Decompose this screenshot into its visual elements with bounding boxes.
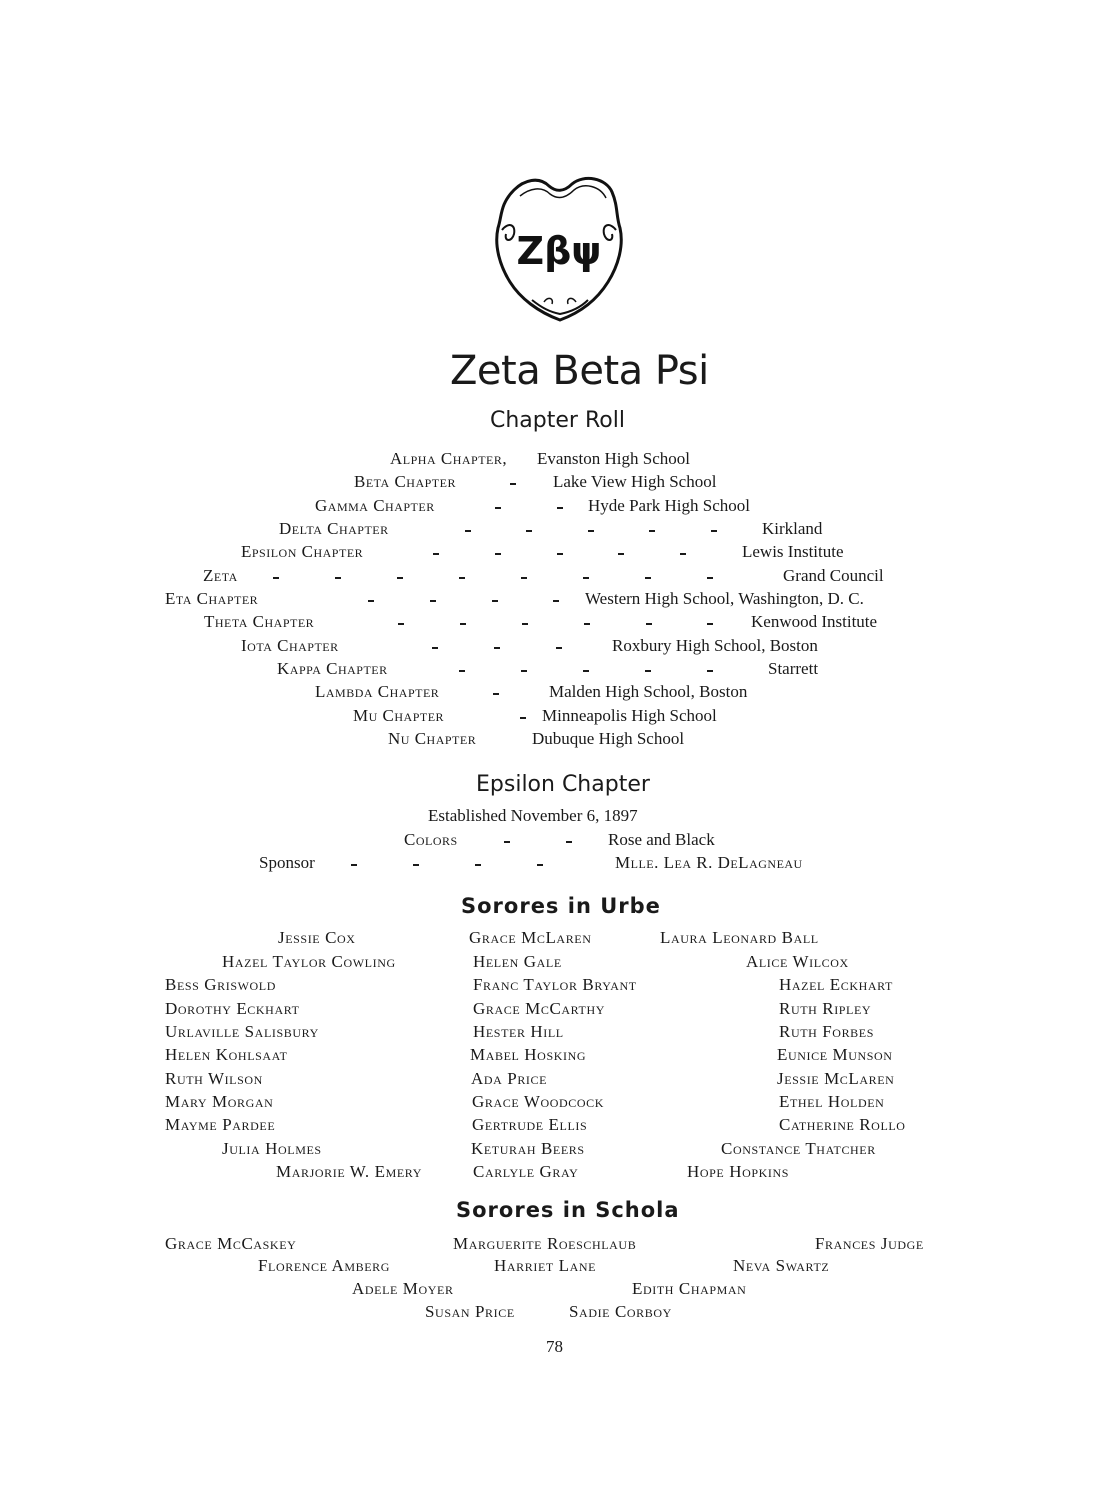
member-name: Hester Hill xyxy=(473,1022,564,1041)
leader-dash xyxy=(397,577,403,579)
leader-dash xyxy=(649,530,655,532)
leader-dash xyxy=(711,530,717,532)
leader-dash xyxy=(537,864,543,866)
leader-dash xyxy=(707,670,713,672)
leader-dash xyxy=(557,507,563,509)
member-name: Florence Amberg xyxy=(258,1256,391,1275)
chapter-name: Zeta xyxy=(203,566,238,585)
member-name: Helen Kohlsaat xyxy=(165,1045,288,1064)
leader-dash xyxy=(494,647,500,649)
member-name: Eunice Munson xyxy=(777,1045,893,1064)
leader-dash xyxy=(492,600,498,602)
member-name: Marjorie W. Emery xyxy=(276,1162,422,1181)
leader-dash xyxy=(368,600,374,602)
member-name: Jessie Cox xyxy=(278,928,356,947)
member-name: Urlaville Salisbury xyxy=(165,1022,319,1041)
page-number: 78 xyxy=(546,1337,563,1356)
leader-dash xyxy=(583,670,589,672)
member-name: Ruth Wilson xyxy=(165,1069,263,1088)
leader-dash xyxy=(566,841,572,843)
leader-dash xyxy=(618,553,624,555)
leader-dash xyxy=(459,577,465,579)
member-name: Neva Swartz xyxy=(733,1256,830,1275)
chapter-name: Gamma Chapter xyxy=(315,496,435,515)
member-name: Ada Price xyxy=(471,1069,548,1088)
chapter-name: Alpha Chapter, xyxy=(390,449,508,468)
chapter-name: Kappa Chapter xyxy=(277,659,388,678)
member-name: Hope Hopkins xyxy=(687,1162,790,1181)
leader-dash xyxy=(475,864,481,866)
member-name: Dorothy Eckhart xyxy=(165,999,300,1018)
colors-label: Colors xyxy=(404,830,458,849)
leader-dash xyxy=(413,864,419,866)
leader-dash xyxy=(646,623,652,625)
colors-value: Rose and Black xyxy=(608,830,715,849)
leader-dash xyxy=(645,670,651,672)
member-name: Helen Gale xyxy=(473,952,562,971)
leader-dash xyxy=(433,553,439,555)
member-name: Susan Price xyxy=(425,1302,515,1321)
chapter-name: Iota Chapter xyxy=(241,636,339,655)
member-name: Mayme Pardee xyxy=(165,1115,276,1134)
member-name: Constance Thatcher xyxy=(721,1139,876,1158)
chapter-school: Malden High School, Boston xyxy=(549,682,748,701)
chapter-name: Beta Chapter xyxy=(354,472,456,491)
member-name: Grace Woodcock xyxy=(472,1092,605,1111)
chapter-school: Evanston High School xyxy=(537,449,690,468)
leader-dash xyxy=(707,577,713,579)
member-name: Sadie Corboy xyxy=(569,1302,672,1321)
leader-dash xyxy=(584,623,590,625)
leader-dash xyxy=(351,864,357,866)
member-name: Franc Taylor Bryant xyxy=(473,975,637,994)
leader-dash xyxy=(680,553,686,555)
chapter-school: Minneapolis High School xyxy=(542,706,717,725)
sponsor-value: Mlle. Lea R. DeLagneau xyxy=(615,853,803,872)
leader-dash xyxy=(645,577,651,579)
leader-dash xyxy=(588,530,594,532)
chapter-name: Delta Chapter xyxy=(279,519,389,538)
chapter-roll-heading: Chapter Roll xyxy=(490,408,625,433)
leader-dash xyxy=(583,577,589,579)
chapter-name: Mu Chapter xyxy=(353,706,445,725)
leader-dash xyxy=(493,693,499,695)
member-name: Ruth Ripley xyxy=(779,999,872,1018)
chapter-school: Starrett xyxy=(768,659,819,678)
chapter-school: Dubuque High School xyxy=(532,729,685,748)
chapter-school: Lewis Institute xyxy=(742,542,844,561)
chapter-school: Kirkland xyxy=(762,519,823,538)
leader-dash xyxy=(460,623,466,625)
member-name: Grace McLaren xyxy=(469,928,592,947)
established-date: Established November 6, 1897 xyxy=(428,806,638,825)
chapter-school: Kenwood Institute xyxy=(751,612,878,631)
member-name: Edith Chapman xyxy=(632,1279,747,1298)
chapter-school: Grand Council xyxy=(783,566,884,585)
leader-dash xyxy=(430,600,436,602)
leader-dash xyxy=(557,553,563,555)
member-name: Alice Wilcox xyxy=(746,952,849,971)
sorores-in-urbe-heading: Sorores in Urbe xyxy=(461,894,661,918)
member-name: Gertrude Ellis xyxy=(472,1115,588,1134)
member-name: Frances Judge xyxy=(815,1234,924,1253)
leader-dash xyxy=(459,670,465,672)
member-name: Hazel Taylor Cowling xyxy=(222,952,396,971)
member-name: Hazel Eckhart xyxy=(779,975,893,994)
chapter-name: Lambda Chapter xyxy=(315,682,440,701)
leader-dash xyxy=(521,577,527,579)
member-name: Jessie McLaren xyxy=(777,1069,895,1088)
leader-dash xyxy=(522,623,528,625)
leader-dash xyxy=(520,717,526,719)
member-name: Keturah Beers xyxy=(471,1139,585,1158)
leader-dash xyxy=(495,553,501,555)
member-name: Grace McCaskey xyxy=(165,1234,297,1253)
member-name: Laura Leonard Ball xyxy=(660,928,819,947)
epsilon-chapter-heading: Epsilon Chapter xyxy=(476,772,650,797)
member-name: Mary Morgan xyxy=(165,1092,274,1111)
member-name: Harriet Lane xyxy=(494,1256,597,1275)
chapter-school: Roxbury High School, Boston xyxy=(612,636,818,655)
member-name: Julia Holmes xyxy=(222,1139,322,1158)
member-name: Grace McCarthy xyxy=(473,999,606,1018)
chapter-school: Lake View High School xyxy=(553,472,717,491)
leader-dash xyxy=(335,577,341,579)
leader-dash xyxy=(273,577,279,579)
member-name: Carlyle Gray xyxy=(473,1162,579,1181)
member-name: Catherine Rollo xyxy=(779,1115,906,1134)
leader-dash xyxy=(553,600,559,602)
sponsor-label: Sponsor xyxy=(259,853,315,872)
leader-dash xyxy=(495,507,501,509)
leader-dash xyxy=(510,483,516,485)
member-name: Ruth Forbes xyxy=(779,1022,874,1041)
member-name: Ethel Holden xyxy=(779,1092,885,1111)
page-title: Zeta Beta Psi xyxy=(450,348,709,394)
leader-dash xyxy=(465,530,471,532)
chapter-school: Hyde Park High School xyxy=(588,496,750,515)
chapter-school: Western High School, Washington, D. C. xyxy=(585,589,864,608)
leader-dash xyxy=(526,530,532,532)
emblem-letters: Zβψ xyxy=(516,229,602,273)
leader-dash xyxy=(504,841,510,843)
leader-dash xyxy=(432,647,438,649)
sorores-in-schola-heading: Sorores in Schola xyxy=(456,1198,680,1222)
member-name: Bess Griswold xyxy=(165,975,277,994)
chapter-name: Epsilon Chapter xyxy=(241,542,364,561)
member-name: Marguerite Roeschlaub xyxy=(453,1234,637,1253)
chapter-name: Nu Chapter xyxy=(388,729,477,748)
leader-dash xyxy=(707,623,713,625)
fraternity-crest-emblem xyxy=(494,172,624,324)
chapter-name: Eta Chapter xyxy=(165,589,259,608)
leader-dash xyxy=(556,647,562,649)
leader-dash xyxy=(398,623,404,625)
member-name: Mabel Hosking xyxy=(470,1045,587,1064)
member-name: Adele Moyer xyxy=(352,1279,454,1298)
chapter-name: Theta Chapter xyxy=(204,612,315,631)
leader-dash xyxy=(521,670,527,672)
